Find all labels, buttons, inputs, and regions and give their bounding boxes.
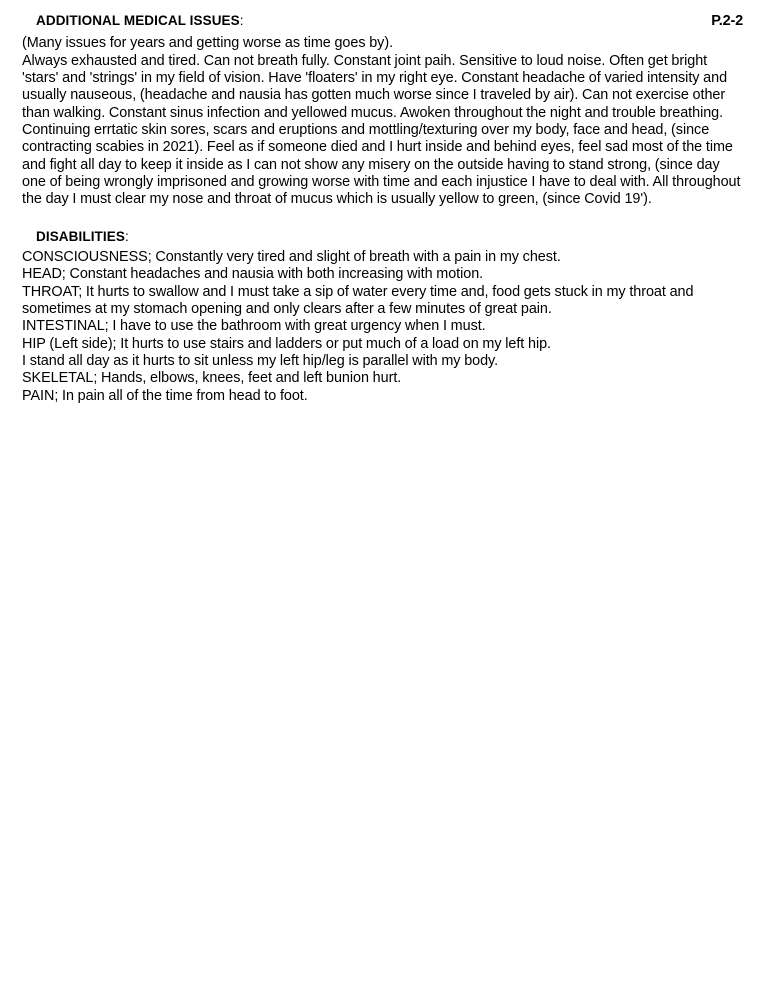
document-content [22, 12, 746, 405]
list-item: I stand all day as it hurts to sit unless my left hip/leg is parallel with my body. [22, 353, 499, 370]
section-spacer [22, 209, 746, 228]
list-item: SKELETAL; Hands, elbows, knees, feet and left bunion hurt. [22, 370, 402, 387]
list-item: INTESTINAL; I have to use the bathroom with great urgency when I must. [22, 318, 486, 335]
page-marker: P.2-2 [711, 13, 743, 29]
list-item: HIP (Left side); It hurts to use stairs and ladders or put much of a load on my left hip. [22, 335, 552, 352]
disabilities-list [22, 249, 746, 405]
section-title-disabilities [22, 228, 129, 245]
section-title-additional-medical-issues [22, 12, 244, 29]
section-title-text: ADDITIONAL MEDICAL ISSUES [36, 13, 240, 28]
section-header-disabilities [22, 228, 746, 245]
list-item: PAIN; In pain all of the time from head to foot. [22, 387, 308, 404]
paragraph-intro: (Many issues for years and getting worse as time goes by). [22, 35, 394, 52]
list-item: CONSCIOUSNESS; Constantly very tired and slight of breath with a pain in my chest. [22, 249, 561, 266]
section-title-colon: : [124, 228, 129, 244]
paragraph-medical-issues: Always exhausted and tired. Can not breath fully. Constant joint paih. Sensitive to loud noise. Often get bright 'stars' and 'strings' in my field of vision. Have 'floaters' in my right eye. Constant headache of varied intensity and usually nauseous, (headache and nausia has gotten much worse since I traveled by air). Can not exercise other than walking. Constant sinus infection and yellowed mucus. Awoken throughout the night and trouble breathing. Continuing errtatic skin sores, scars and eruptions and mottling/texturing over my body, face and head, (since contracting scabies in 2021). Feel as if someone died and I hurt inside and behind eyes, feel sad most of the time and fight all day to keep it inside as I can not show any misery on the outside having to stand strong, (since day one of being wrongly imprisoned and growing worse with time and each injustice I have to deal with. All throughout the day I must clear my nose and throat of mucus which is usually yellow to green, (since Covid 19'). [22, 52, 741, 208]
section-title-text: DISABILITIES [36, 228, 125, 244]
list-item: THROAT; It hurts to swallow and I must take a sip of water every time and, food gets stuck in my throat and sometimes at my stomach opening and only clears after a few minutes of great pain. [22, 283, 694, 318]
section-title-colon: : [239, 13, 244, 28]
list-item: HEAD; Constant headaches and nausia with both increasing with motion. [22, 266, 484, 283]
section-header-additional-medical-issues [22, 12, 746, 30]
